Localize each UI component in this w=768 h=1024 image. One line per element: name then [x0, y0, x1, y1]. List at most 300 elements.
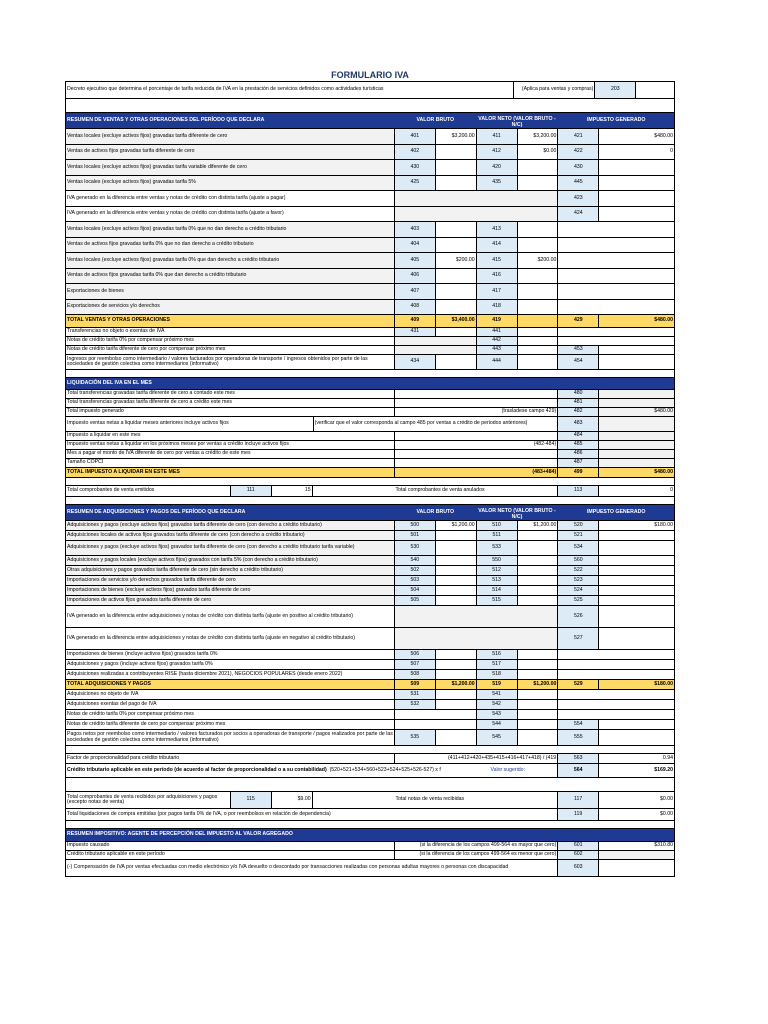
- field-value[interactable]: [599, 346, 674, 354]
- col-neto-header: VALOR NETO (VALOR BRUTO - N/C): [477, 113, 559, 128]
- line-note: [395, 432, 558, 440]
- field-code: 542: [477, 700, 518, 709]
- blank-area: [558, 690, 674, 699]
- line-label: Ventas de activos fijos gravadas tarifa 0% que dan derecho a crédito tributario: [66, 269, 395, 284]
- line-item: [65, 595, 675, 605]
- field-value[interactable]: [518, 355, 559, 369]
- liquidacion-row: [65, 449, 675, 458]
- field-code: 483: [558, 417, 599, 431]
- blank-area: [558, 710, 674, 719]
- line-item: [65, 649, 675, 659]
- line-note: [395, 390, 558, 398]
- field-code: 402: [395, 145, 436, 160]
- field-value[interactable]: [436, 556, 477, 565]
- field-value[interactable]: [599, 556, 674, 565]
- blank-area: [558, 269, 674, 284]
- field-code: 443: [477, 346, 518, 354]
- field-code: 533: [477, 541, 518, 555]
- field-code: 517: [477, 660, 518, 669]
- line-note: (si la diferencia de los campos 499-564 es menor que cero): [395, 851, 558, 859]
- iva-form: [65, 81, 675, 877]
- blank-area: [395, 710, 477, 719]
- field-value[interactable]: $3,200.00: [436, 129, 477, 144]
- field-value[interactable]: [599, 176, 674, 191]
- field-code: 413: [477, 222, 518, 237]
- field-value[interactable]: [436, 284, 477, 299]
- field-code: 424: [558, 207, 599, 222]
- line-label: Ventas de activos fijos gravadas tarifa diferente de cero: [66, 145, 395, 160]
- line-label: Tamaño COPCI: [66, 459, 395, 467]
- field-code: 510: [477, 521, 518, 530]
- resumen-row: [65, 850, 675, 859]
- line-label: Notas de crédito tarifa 0% por compensar próximo mes: [66, 710, 395, 719]
- field-value[interactable]: [436, 566, 477, 575]
- line-item: [65, 659, 675, 669]
- field-value[interactable]: $169.20: [654, 766, 673, 773]
- field-code: 560: [558, 556, 599, 565]
- line-label: Impuesto ventas netas a liquidar en los próximos meses por ventas a crédito incluye activos fijos: [66, 441, 395, 449]
- field-value[interactable]: [518, 670, 559, 679]
- liquidacion-row: [65, 398, 675, 407]
- spacer-row: [65, 496, 675, 504]
- field-value[interactable]: $1,200.00: [436, 521, 477, 530]
- liquidaciones-compra-row: [65, 808, 675, 820]
- field-code: 420: [477, 160, 518, 175]
- line-label: IVA generado en la diferencia entre ventas y notas de crédito con distinta tarifa (ajuste a pagar): [66, 191, 395, 206]
- line-label: IVA generado en la diferencia entre adquisiciones y notas de crédito con distinta tarifa (ajuste en positivo al crédito tributario): [66, 606, 395, 627]
- field-value[interactable]: [518, 284, 559, 299]
- iva-adjust-row: [65, 627, 675, 649]
- field-value[interactable]: [599, 720, 674, 729]
- field-value[interactable]: $9.00: [272, 792, 313, 808]
- blank-area: [313, 486, 395, 496]
- blank-area: [558, 222, 674, 237]
- line-note: (411+412+420+435+415+416+417+418) / (419: [395, 754, 558, 763]
- line-label: Exportaciones de bienes: [66, 284, 395, 299]
- field-value[interactable]: $0.00: [660, 796, 673, 803]
- field-value[interactable]: $180.00: [654, 521, 674, 528]
- liquidacion-row: [65, 407, 675, 416]
- line-item: [65, 699, 675, 709]
- field-code: 430: [558, 160, 599, 175]
- field-code: 527: [558, 628, 599, 649]
- field-code: 404: [395, 238, 436, 253]
- field-code: 425: [395, 176, 436, 191]
- line-label: Otras adquisiciones y pagos gravados tarifa diferente de cero (sin derecho a crédito tributario): [66, 566, 395, 575]
- line-label: Pagos netos por reembolso como intermediario / valores facturados por socios a operadoras de transporte / pagos realizados por parte de las sociedades de gestión colectiva como intermediarios (informativo): [66, 730, 395, 745]
- field-value[interactable]: [599, 390, 674, 398]
- field-value[interactable]: [599, 628, 674, 649]
- field-value[interactable]: $0.00: [518, 145, 559, 160]
- section-title: RESUMEN DE ADQUISICIONES Y PAGOS DEL PERÍODO QUE DECLARA: [66, 505, 395, 520]
- field-value[interactable]: $3,200.00: [518, 129, 559, 144]
- line-label: TOTAL VENTAS Y OTRAS OPERACIONES: [66, 315, 395, 327]
- field-code: 500: [395, 521, 436, 530]
- line-item: [65, 252, 675, 268]
- field-value[interactable]: [436, 531, 477, 540]
- field-value[interactable]: [599, 576, 674, 585]
- field-value[interactable]: [599, 730, 674, 745]
- field-value[interactable]: [436, 355, 477, 369]
- line-item: [65, 175, 675, 191]
- field-value[interactable]: [599, 541, 674, 555]
- field-value[interactable]: [436, 596, 477, 605]
- blank-area: [395, 191, 558, 206]
- field-code: 431: [395, 328, 436, 336]
- field-value[interactable]: 0.94: [662, 754, 673, 761]
- field-value[interactable]: [436, 160, 477, 175]
- field-code: 515: [477, 596, 518, 605]
- field-value[interactable]: [518, 238, 559, 253]
- field-value[interactable]: [518, 541, 559, 555]
- field-code: 541: [477, 690, 518, 699]
- line-item: [65, 729, 675, 745]
- field-value[interactable]: $1,200.00: [436, 680, 477, 689]
- field-code: 484: [558, 432, 599, 440]
- field-value[interactable]: [599, 441, 674, 449]
- field-value[interactable]: [599, 459, 674, 467]
- field-value[interactable]: [599, 566, 674, 575]
- field-code: 503: [395, 576, 436, 585]
- field-code: 403: [395, 222, 436, 237]
- field-value[interactable]: $200.00: [436, 253, 477, 268]
- field-code: 564: [558, 764, 599, 777]
- field-value[interactable]: [518, 720, 559, 729]
- spacer-row: [65, 369, 675, 377]
- field-value[interactable]: [436, 222, 477, 237]
- field-code: 522: [558, 566, 599, 575]
- form-title: FORMULARIO IVA: [331, 70, 409, 80]
- line-item: [65, 314, 675, 327]
- field-value[interactable]: [518, 730, 559, 745]
- field-value[interactable]: [518, 596, 559, 605]
- field-value[interactable]: [599, 531, 674, 540]
- line-label: Adquisiciones y pagos (excluye activos fijos) gravados tarifa diferente de cero (con derecho a crédito tributario tarifa variable): [66, 541, 395, 555]
- field-value[interactable]: [436, 328, 477, 336]
- field-code: 563: [558, 754, 599, 763]
- suggested-label: Valor sugerido:: [458, 764, 558, 777]
- field-value[interactable]: [518, 576, 559, 585]
- field-value[interactable]: [518, 660, 559, 669]
- field-value[interactable]: [436, 300, 477, 315]
- line-note: [395, 459, 558, 467]
- field-code: 554: [558, 720, 599, 729]
- field-value[interactable]: [518, 160, 559, 175]
- field-value[interactable]: [436, 586, 477, 595]
- blank-area: [313, 792, 395, 808]
- field-value[interactable]: [599, 417, 674, 431]
- blank-area: [558, 337, 674, 345]
- blank-area: [558, 650, 674, 659]
- line-label: Adquisiciones realizadas a contribuyentes RISE (hasta diciembre 2021), NEGOCIOS POPULARES (desde enero 2022): [66, 670, 395, 679]
- field-value[interactable]: 0: [670, 487, 673, 494]
- line-note: (trasladese campo 429): [395, 408, 558, 416]
- line-label: Total comprobantes de venta emitidos: [66, 486, 231, 496]
- iva-adjust-row: [65, 190, 675, 206]
- iva-adjust-row: [65, 206, 675, 222]
- spacer-row: [65, 98, 675, 112]
- line-label: Adquisiciones y pagos locales (excluye activos fijos) gravados con tarifa 5% (con derecho a crédito tributario): [66, 556, 395, 565]
- credito-row: [65, 763, 675, 777]
- field-value[interactable]: [599, 606, 674, 627]
- field-value[interactable]: [436, 576, 477, 585]
- field-code: 408: [395, 300, 436, 315]
- line-item: [65, 237, 675, 253]
- field-value[interactable]: [436, 145, 477, 160]
- resumen-header: [65, 828, 675, 841]
- field-value[interactable]: [518, 586, 559, 595]
- field-value[interactable]: [518, 222, 559, 237]
- line-item: [65, 530, 675, 540]
- iva-adjust-row: [65, 605, 675, 627]
- field-value[interactable]: [436, 700, 477, 709]
- field-value[interactable]: [599, 160, 674, 175]
- field-code: 418: [477, 300, 518, 315]
- field-value[interactable]: [518, 269, 559, 284]
- liquidacion-row: [65, 389, 675, 398]
- field-code: 406: [395, 269, 436, 284]
- field-value[interactable]: [436, 730, 477, 745]
- line-label: Total impuesto generado: [66, 408, 395, 416]
- line-item: [65, 679, 675, 689]
- line-note: [395, 450, 558, 458]
- field-value[interactable]: [518, 328, 559, 336]
- line-note: [395, 399, 558, 407]
- line-label: Adquisiciones y pagos (excluye activos fijos) gravados tarifa diferente de cero (con derecho a crédito tributario): [66, 521, 395, 530]
- line-label: Notas de crédito tarifa diferente de cero por compensar próximo mes: [66, 346, 395, 354]
- field-value[interactable]: [518, 650, 559, 659]
- field-value[interactable]: [436, 238, 477, 253]
- line-label: Mes a pagar el monto de IVA diferente de cero por ventas a crédito de este mes: [66, 450, 395, 458]
- field-value[interactable]: [518, 690, 559, 699]
- field-value[interactable]: $480.00: [654, 468, 673, 475]
- field-code: 508: [395, 670, 436, 679]
- spacer-row: [65, 477, 675, 485]
- field-value[interactable]: [599, 450, 674, 458]
- field-code: 506: [395, 650, 436, 659]
- field-value[interactable]: [518, 337, 559, 345]
- field-code: 421: [558, 129, 599, 144]
- line-label: Total liquidaciones de compra emitidas (por pagos tarifa 0% de IVA, o por reembolsos en relación de dependencia): [66, 809, 558, 820]
- field-code: 429: [558, 315, 599, 327]
- field-value[interactable]: $480.00: [654, 317, 674, 324]
- field-value[interactable]: [436, 176, 477, 191]
- field-code: 525: [558, 596, 599, 605]
- field-value[interactable]: $180.00: [654, 680, 674, 687]
- field-code: 531: [395, 690, 436, 699]
- field-code: 530: [395, 541, 436, 555]
- decreto-label: Decreto ejecutivo que determina el porcentaje de tarifa reducida de IVA en la prestación de servicios definidos como actividades turísticas: [66, 82, 514, 98]
- line-item: [65, 669, 675, 679]
- line-note: (si la diferencia de los campos 499-564 es mayor que cero): [395, 842, 558, 850]
- blank-area: [558, 253, 674, 268]
- blank-area: [558, 284, 674, 299]
- field-code: 411: [477, 129, 518, 144]
- field-value[interactable]: [599, 586, 674, 595]
- line-item: [65, 719, 675, 729]
- line-label: Total transferencias gravadas tarifa diferente de cero a crédito este mes: [66, 399, 395, 407]
- field-value[interactable]: [518, 346, 559, 354]
- field-value[interactable]: [436, 650, 477, 659]
- field-code: 524: [558, 586, 599, 595]
- field-code: 532: [395, 700, 436, 709]
- field-code: 523: [558, 576, 599, 585]
- field-code: 499: [558, 468, 599, 477]
- line-note: (520+521+534+560+523+524+525+526-527) x f: [329, 766, 441, 773]
- field-value[interactable]: $3,400.00: [436, 315, 477, 327]
- field-code: 435: [477, 176, 518, 191]
- resumen-row: [65, 841, 675, 850]
- field-value[interactable]: [518, 176, 559, 191]
- field-code: 119: [558, 809, 599, 820]
- field-code-203: 203: [595, 82, 636, 98]
- line-label: Ventas locales (excluye activos fijos) gravadas tarifa 0% que dan derecho a crédito tributario: [66, 253, 395, 268]
- field-code: 519: [477, 680, 518, 689]
- line-item: [65, 540, 675, 555]
- comprobantes-venta-row: [65, 485, 675, 496]
- field-code: 482: [558, 408, 599, 416]
- line-label: Ventas locales (excluye activos fijos) gravadas tarifa variable diferente de cero: [66, 160, 395, 175]
- field-value[interactable]: [518, 700, 559, 709]
- col-neto-header: VALOR NETO (VALOR BRUTO - N/C): [477, 505, 559, 520]
- factor-row: [65, 753, 675, 763]
- field-value[interactable]: [436, 660, 477, 669]
- field-value[interactable]: [436, 670, 477, 679]
- line-note: (483+484): [395, 468, 558, 477]
- field-code: 545: [477, 730, 518, 745]
- field-value[interactable]: [599, 399, 674, 407]
- line-label: Total transferencias gravadas tarifa diferente de cero a contado este mes: [66, 390, 395, 398]
- field-value-203[interactable]: [636, 82, 674, 98]
- line-label: Importaciones de servicios y/o derechos gravados tarifa diferente de cero: [66, 576, 395, 585]
- blank-area: [558, 660, 674, 669]
- field-code: 507: [395, 660, 436, 669]
- line-label: Transferencias no objeto o exentas de IVA: [66, 328, 395, 336]
- line-label: Total notas de venta recibidas: [394, 792, 558, 808]
- field-code: 485: [558, 441, 599, 449]
- field-code: 512: [477, 566, 518, 575]
- line-item: [65, 565, 675, 575]
- line-label: Ventas locales (excluye activos fijos) gravadas tarifa 5%: [66, 176, 395, 191]
- field-code: 601: [558, 842, 599, 850]
- field-value[interactable]: 15: [272, 486, 313, 496]
- field-value[interactable]: [518, 556, 559, 565]
- line-label: Impuesto ventas netas a liquidar meses anteriores incluye activos fijos: [66, 417, 314, 431]
- field-code: 414: [477, 238, 518, 253]
- line-label: Ventas de activos fijos gravadas tarifa 0% que no dan derecho a crédito tributario: [66, 238, 395, 253]
- field-value[interactable]: [518, 531, 559, 540]
- field-value[interactable]: [599, 191, 674, 206]
- line-note: (482-484): [395, 441, 558, 449]
- line-label: Adquisiciones y pagos (incluye activos fijos) gravados tarifa 0%: [66, 660, 395, 669]
- line-item: [65, 555, 675, 565]
- field-code: 481: [558, 399, 599, 407]
- line-label: Ventas locales (excluye activos fijos) gravadas tarifa 0% que no dan derecho a crédito tributario: [66, 222, 395, 237]
- spacer-row: [65, 777, 675, 791]
- line-label: Impuesto causado: [66, 842, 395, 850]
- blank-area: [558, 328, 674, 336]
- field-code: 416: [477, 269, 518, 284]
- line-label: Impuesto a liquidar en este mes: [66, 432, 395, 440]
- section-title: RESUMEN IMPOSITIVO: AGENTE DE PERCEPCIÓN DEL IMPUESTO AL VALOR AGREGADO: [67, 831, 293, 838]
- line-label: Total comprobantes de venta anulados: [394, 486, 558, 496]
- line-label: TOTAL IMPUESTO A LIQUIDAR EN ESTE MES: [66, 468, 395, 477]
- field-code: 535: [395, 730, 436, 745]
- field-value[interactable]: 0: [670, 148, 674, 155]
- field-value[interactable]: $200.00: [518, 253, 559, 268]
- field-value[interactable]: [518, 300, 559, 315]
- field-code: 555: [558, 730, 599, 745]
- field-code: 419: [477, 315, 518, 327]
- liquidacion-row: [65, 431, 675, 440]
- field-value[interactable]: [436, 690, 477, 699]
- field-value[interactable]: [518, 710, 559, 719]
- line-item: [65, 268, 675, 284]
- field-code: 453: [558, 346, 599, 354]
- field-value[interactable]: [599, 596, 674, 605]
- field-value[interactable]: [599, 851, 674, 859]
- field-code: 540: [395, 556, 436, 565]
- field-code: 521: [558, 531, 599, 540]
- field-value[interactable]: $1,200.00: [518, 521, 559, 530]
- field-code: 543: [477, 710, 518, 719]
- blank-area: [395, 207, 558, 222]
- field-value[interactable]: [599, 355, 674, 369]
- field-value[interactable]: [518, 566, 559, 575]
- field-value[interactable]: [599, 432, 674, 440]
- line-label: (-) Compensación de IVA por ventas efectuadas con medio electrónico y/o IVA devuelto o descontado por transacciones realizadas con personas adultas mayores o personas con discapacidad: [66, 860, 558, 876]
- blank-area: [395, 720, 477, 729]
- field-value[interactable]: $1,200.00: [518, 680, 559, 689]
- field-value[interactable]: [599, 860, 674, 876]
- field-code: 405: [395, 253, 436, 268]
- line-label: Ingresos por reembolso como intermediario / valores facturados por operadoras de transporte / ingresos obtenidos por parte de las sociedades de gestión colectiva como intermediarios (informativo): [66, 355, 395, 369]
- line-label: Notas de crédito tarifa diferente de cero por compensar próximo mes: [66, 720, 395, 729]
- col-impuesto-header: IMPUESTO GENERADO: [586, 116, 646, 123]
- field-value[interactable]: $480.00: [599, 408, 674, 416]
- line-label: Adquisiciones locales de activos fijos gravados tarifa diferente de cero (con derecho a crédito tributario): [66, 531, 395, 540]
- line-item: [65, 354, 675, 369]
- section-title: LIQUIDACIÓN DEL IVA EN EL MES: [67, 379, 152, 386]
- field-value[interactable]: $0.00: [660, 810, 673, 817]
- form-bottom-border: [65, 876, 675, 877]
- line-item: [65, 221, 675, 237]
- adquisiciones-header: [65, 504, 675, 520]
- field-value[interactable]: [436, 541, 477, 555]
- field-value[interactable]: [436, 269, 477, 284]
- line-item: [65, 327, 675, 336]
- field-code: 412: [477, 145, 518, 160]
- liquidacion-header: [65, 377, 675, 389]
- line-label: Importaciones de bienes (incluye activos fijos) gravados tarifa 0%: [66, 650, 395, 659]
- field-code: 520: [558, 521, 599, 530]
- decreto-note: (Aplica para ventas y compras): [514, 82, 596, 98]
- field-value[interactable]: [518, 315, 559, 327]
- blank-area: [558, 670, 674, 679]
- field-value[interactable]: $310.80: [654, 842, 673, 849]
- field-code: 514: [477, 586, 518, 595]
- field-value[interactable]: $480.00: [654, 132, 674, 139]
- line-item: [65, 299, 675, 315]
- line-note: (verificar que el valor corresponda al campo 485 por ventas a crédito de periodos anteriores): [314, 417, 559, 431]
- line-label: Total comprobantes de venta recibidos por adquisiciones y pagos (excepto notas de venta): [66, 792, 231, 808]
- field-value[interactable]: [599, 207, 674, 222]
- resumen-row: [65, 859, 675, 876]
- spacer-row: [65, 745, 675, 753]
- field-code: 444: [477, 355, 518, 369]
- field-code: 534: [558, 541, 599, 555]
- line-item: [65, 520, 675, 530]
